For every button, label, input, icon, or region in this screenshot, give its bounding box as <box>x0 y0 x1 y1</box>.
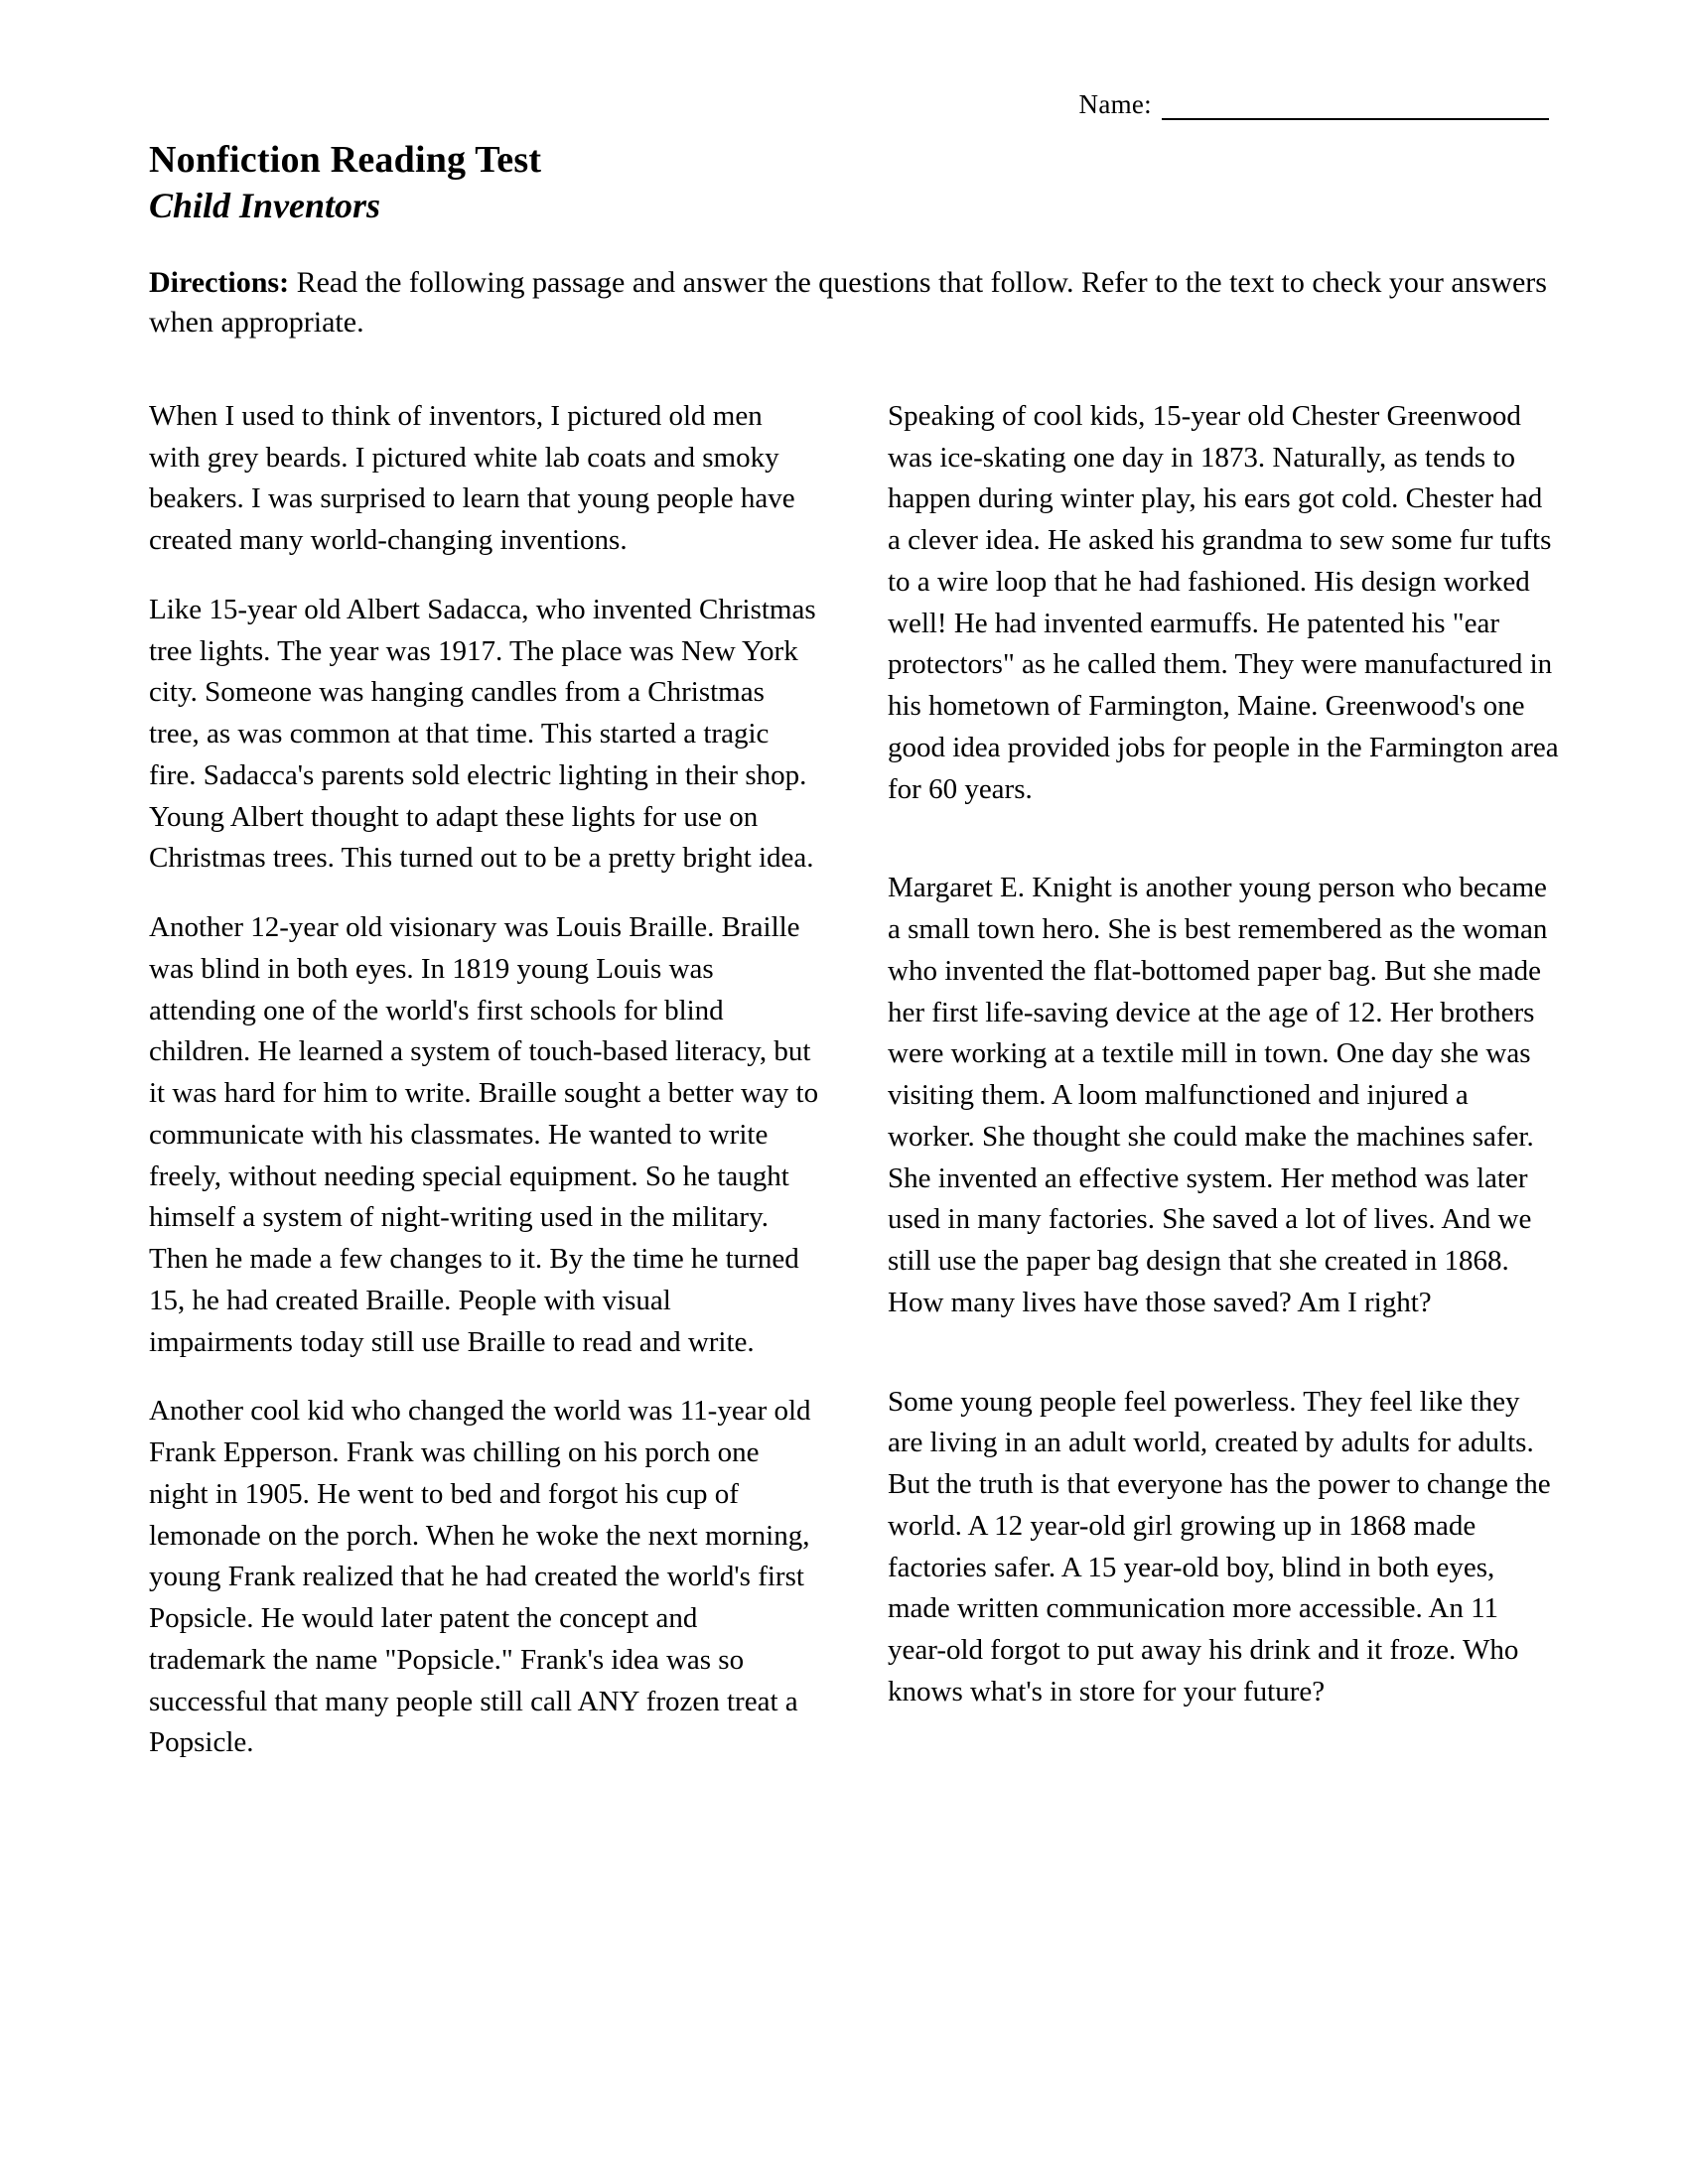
paragraph: Margaret E. Knight is another young person who became a small town hero. She is best remembered as the woman who invented the flat-bottomed paper bag. But she made her first life-saving device at the age of 12. Her brothers were working at a textile mill in town. One day she was visiting them. A loom malfunctioned and injured a worker. She thought she could make the machines safer. She invented an effective system. Her method was later used in many factories. She saved a lot of lives. And we still use the paper bag design that she created in 1868. How many lives have those saved? Am I right? <box>888 872 1548 1318</box>
directions-text: Read the following passage and answer the questions that follow. Refer to the text to check your answers when appropriate. <box>149 266 1547 339</box>
passage-columns <box>149 396 1559 1792</box>
page-subtitle: Child Inventors <box>149 185 381 225</box>
name-label: Name: <box>1078 89 1152 119</box>
paragraph: Some young people feel powerless. They feel like they are living in an adult world, created by adults for adults. But the truth is that everyone has the power to change the world. A 12 year-old girl growing up in 1868 made factories safer. A 15 year-old boy, blind in both eyes, made written communication more accessible. An 11 year-old forgot to put away his drink and it froze. Who knows what's in store for your future? <box>888 1385 1551 1707</box>
passage-left-column <box>149 396 820 1792</box>
name-input-line[interactable] <box>1162 92 1549 120</box>
paragraph: Like 15-year old Albert Sadacca, who invented Christmas tree lights. The year was 1917. The place was New York city. Someone was hanging candles from a Christmas tree, as was common at that time. This started a tragic fire. Sadacca's parents sold electric lighting in their shop. Young Albert thought to adapt these lights for use on Christmas trees. This turned out to be a pretty bright idea. <box>149 593 816 875</box>
directions-label: Directions: <box>149 266 290 300</box>
paragraph: Another cool kid who changed the world was 11-year old Frank Epperson. Frank was chilling on his porch one night in 1905. He went to bed and forgot his cup of lemonade on the porch. When he woke the next morning, young Frank realized that he had created the world's first Popsicle. He would later patent the concept and trademark the name "Popsicle." Frank's idea was so successful that many people still call ANY frozen treat a Popsicle. <box>149 1395 811 1759</box>
paragraph: When I used to think of inventors, I pictured old men with grey beards. I pictured white lab coats and smoky beakers. I was surprised to learn that young people have created many world-changing inventions. <box>149 399 795 557</box>
page-title: Nonfiction Reading Test <box>149 139 542 181</box>
passage-right-column <box>888 396 1559 1741</box>
paragraph: Another 12-year old visionary was Louis Braille. Braille was blind in both eyes. In 1819 young Louis was attending one of the world's first schools for blind children. He learned a system of touch-based literacy, but it was hard for him to write. Braille sought a better way to communicate with his classmates. He wanted to write freely, without needing special equipment. So he taught himself a system of night-writing used in the military. Then he made a few changes to it. By the time he turned 15, he had created Braille. People with visual impairments today still use Braille to read and write. <box>149 911 819 1358</box>
directions-block <box>149 263 1559 342</box>
paragraph: Speaking of cool kids, 15-year old Chester Greenwood was ice-skating one day in 1873. Naturally, as tends to happen during winter play, his ears got cold. Chester had a clever idea. He asked his grandma to sew some fur tufts to a wire loop that he had fashioned. His design worked well! He had invented earmuffs. He patented his "ear protectors" as he called them. They were manufactured in his hometown of Farmington, Maine. Greenwood's one good idea provided jobs for people in the Farmington area for 60 years. <box>888 399 1559 805</box>
name-field-row <box>149 89 1559 120</box>
title-block <box>149 138 1559 227</box>
